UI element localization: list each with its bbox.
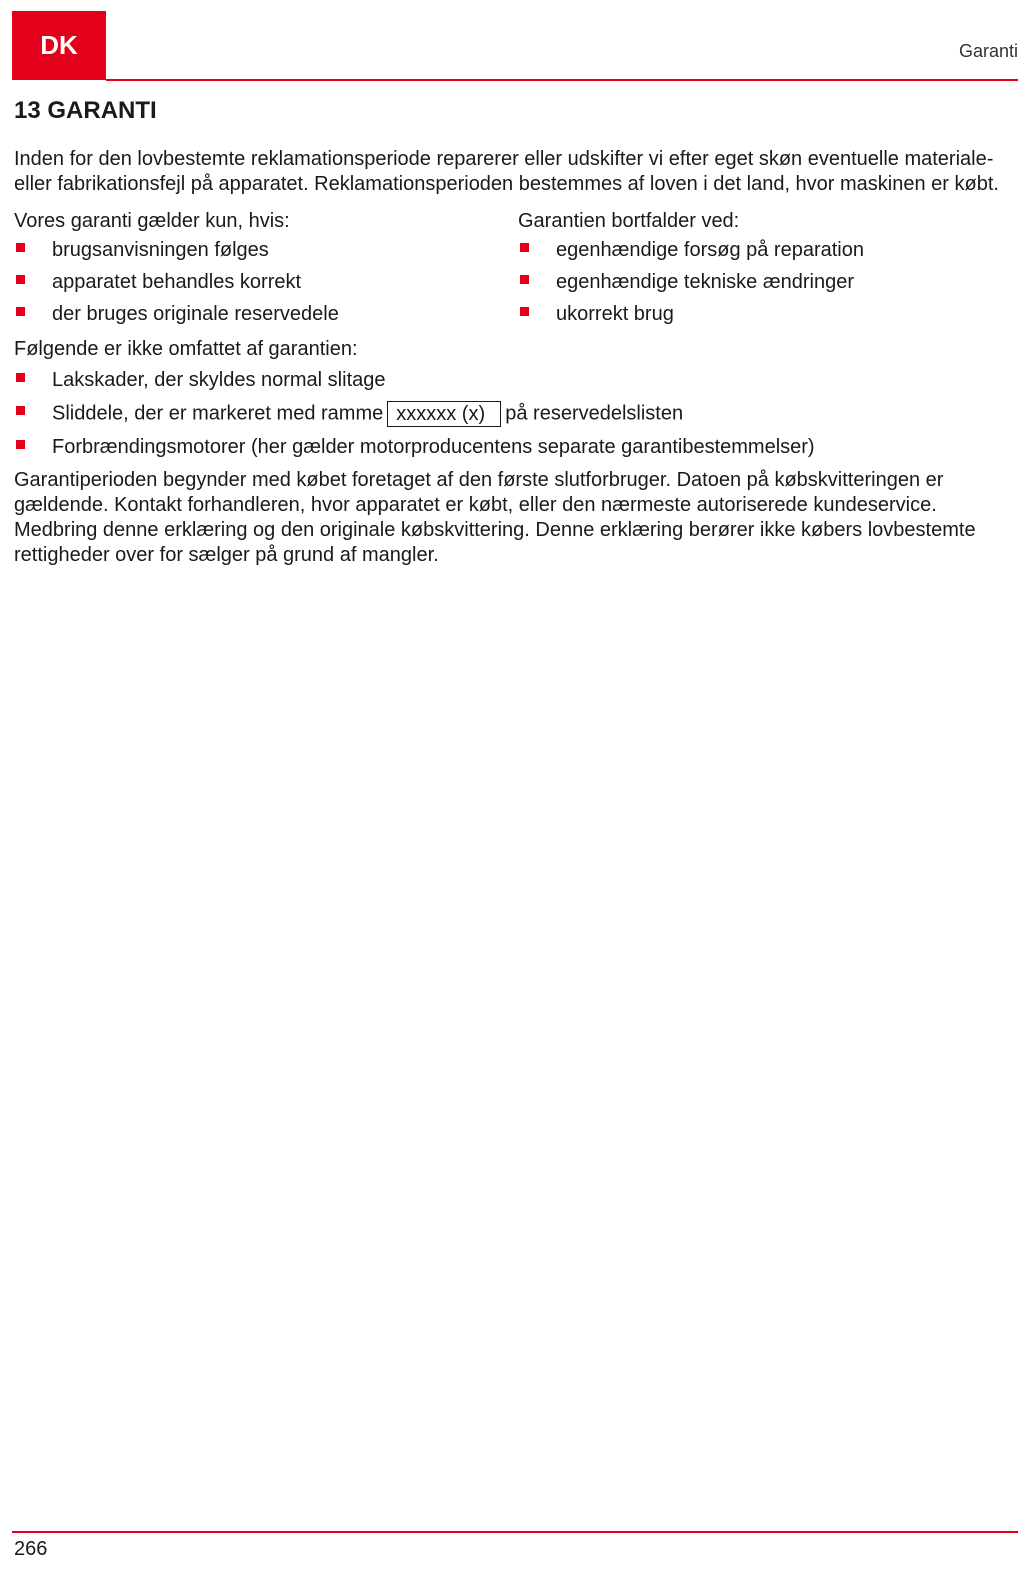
list-item-text: Forbrændingsmotorer (her gælder motorproducentens separate garantibestemmelser)	[52, 436, 815, 458]
bullet-square-icon	[16, 440, 25, 449]
page-content	[14, 95, 1018, 568]
conditions-list	[14, 238, 518, 327]
list-item	[518, 270, 1018, 295]
intro-paragraph: Inden for den lovbestemte reklamationsperiode reparerer eller udskifter vi efter eget skøn eventuelle materiale- eller fabrikationsfejl på apparatet. Reklamationsperioden bestemmes af loven i det land, hvor maskinen er købt.	[14, 148, 999, 195]
chapter-heading: 13 GARANTI	[14, 97, 157, 124]
list-item-text: Lakskader, der skyldes normal slitage	[52, 369, 386, 391]
outro-paragraph: Garantiperioden begynder med købet foretaget af den første slutforbruger. Datoen på købskvitteringen er gældende. Kontakt forhandleren, hvor apparatet er købt, eller den nærmeste autoriserede kundeservice. Medbring denne erklæring og den originale købskvittering. Denne erklæring berører ikke købers lovbestemte rettigheder over for sælger på grund af mangler.	[14, 469, 976, 566]
section-title: Garanti	[958, 41, 1018, 61]
bullet-square-icon	[16, 243, 25, 252]
voids-list	[518, 238, 1018, 327]
list-item	[518, 302, 1018, 327]
list-item	[14, 368, 1018, 393]
header-divider	[106, 79, 1018, 81]
bullet-square-icon	[16, 406, 25, 415]
voids-heading: Garantien bortfalder ved:	[518, 210, 740, 232]
list-item-text: ukorrekt brug	[556, 303, 674, 325]
list-item-text: brugsanvisningen følges	[52, 239, 269, 261]
list-item	[14, 435, 1018, 460]
bullet-square-icon	[520, 243, 529, 252]
list-item	[14, 270, 518, 295]
language-tab: DK	[12, 11, 106, 80]
list-item-text: der bruges originale reservedele	[52, 303, 339, 325]
page-number: 266	[14, 1538, 48, 1560]
warranty-columns	[14, 209, 1018, 334]
bullet-square-icon	[520, 275, 529, 284]
footer-divider	[12, 1531, 1018, 1533]
conditions-column	[14, 209, 518, 334]
excluded-list	[14, 368, 1018, 460]
bullet-square-icon	[16, 373, 25, 382]
excluded-heading: Følgende er ikke omfattet af garantien:	[14, 338, 358, 360]
list-item-text: egenhændige tekniske ændringer	[556, 271, 854, 293]
list-item-text: apparatet behandles korrekt	[52, 271, 302, 293]
list-item-text: på reservedelslisten	[505, 402, 684, 425]
bullet-square-icon	[16, 307, 25, 316]
part-frame-marker: xxxxxx (x)	[387, 401, 501, 427]
list-item	[14, 401, 1018, 427]
list-item-text: egenhændige forsøg på reparation	[556, 239, 864, 261]
bullet-square-icon	[520, 307, 529, 316]
voids-column	[518, 209, 1018, 334]
bullet-square-icon	[16, 275, 25, 284]
list-item	[518, 238, 1018, 263]
list-item	[14, 302, 518, 327]
conditions-heading: Vores garanti gælder kun, hvis:	[14, 210, 290, 232]
list-item	[14, 238, 518, 263]
list-item-text: Sliddele, der er markeret med ramme	[52, 402, 384, 425]
